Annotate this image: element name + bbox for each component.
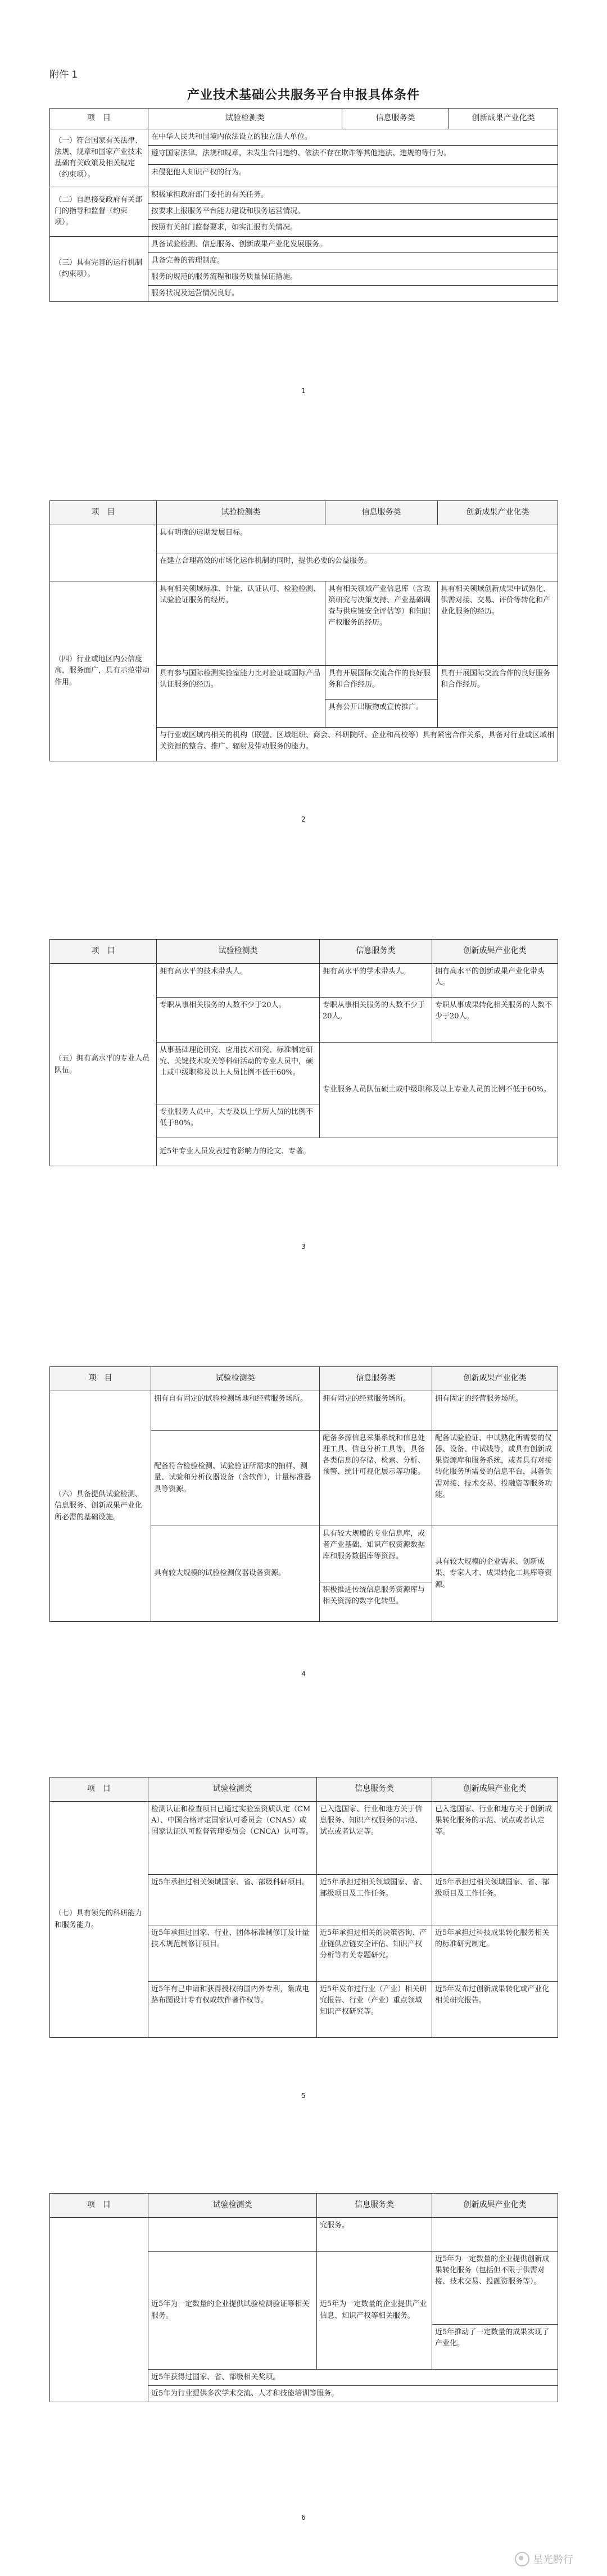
testing-cell <box>148 2218 317 2252</box>
info-cell: 已入选国家、行业和地方关于信息服务、知识产权服务的示范、试点或者认定等。 <box>317 1802 432 1875</box>
testing-cell: 具有较大规模的试验检测仪器设备资源。 <box>151 1526 320 1622</box>
page-number: 4 <box>301 1670 306 1678</box>
header-project: 项 目 <box>50 109 148 129</box>
requirement-cell: 遵守国家法律、法规和规章，未发生合同违约、依法不存在欺诈等其他违法、违规的等行为。 <box>148 146 558 165</box>
requirement-cell: 积极承担政府部门委托的有关任务。 <box>148 187 558 204</box>
page-number: 2 <box>301 815 306 823</box>
testing-cell: 专职从事相关服务的人数不少于20人。 <box>157 998 320 1043</box>
testing-cell: 配备符合检验检测、试验验证所需求的抽样、测量、试验和分析仪器设备（含软件），计量标准器具等资源。 <box>151 1431 320 1526</box>
section-title-3: （三）具有完善的运行机制（约束项）。 <box>50 236 148 302</box>
testing-cell: 近5年有已申请和获得授权的国内外专利，集成电路布图设计专有权或软件著作权等。 <box>148 1982 317 2038</box>
conditions-table-page-6 <box>49 2193 558 2402</box>
header-testing: 试验检测类 <box>157 501 325 525</box>
header-info: 信息服务类 <box>320 940 432 964</box>
wechat-logo-icon <box>515 2552 529 2566</box>
section-title-1: （一）符合国家有关法律、法规、规章和国家产业技术基础有关政策及相关规定（约束项）。 <box>50 129 148 187</box>
conditions-table-page-3 <box>49 939 558 1166</box>
info-cell: 具有公开出版物或宣传推广。 <box>325 700 438 728</box>
requirement-cell: 具备完善的管理制度。 <box>148 252 558 269</box>
header-project: 项 目 <box>50 940 157 964</box>
info-cell: 近5年为一定数量的企业提供产业信息、知识产权等相关服务。 <box>317 2252 432 2370</box>
testing-cell: 具有相关领域标准、计量、认证认可、检验检测、试验验证服务的经历。 <box>157 581 325 666</box>
header-innovation: 创新成果产业化类 <box>432 1367 558 1391</box>
merged-requirement-cell: 专业服务人员队伍硕士或中级职称及以上专业人员的比例不低于60%。 <box>320 1043 558 1138</box>
innovation-cell: 专职从事成果转化相关服务的人数不少于20人。 <box>432 998 558 1043</box>
watermark <box>515 2552 573 2566</box>
attachment-label: 附件 1 <box>49 69 78 80</box>
section-title-4: （四）行业或地区内公信度高，服务面广，具有示范带动作用。 <box>50 581 157 761</box>
header-info: 信息服务类 <box>320 1367 432 1391</box>
innovation-cell: 具有较大规模的企业需求、创新成果、专家人才、成果转化工具库等资源。 <box>432 1526 558 1622</box>
document-title: 产业技术基础公共服务平台申报具体条件 <box>187 88 420 102</box>
page-number: 6 <box>301 2514 306 2521</box>
testing-cell: 近5年承担过国家、行业、团体标准制修订及计量技术规范制修订项目。 <box>148 1925 317 1982</box>
info-cell: 近5年承担过相关的决策咨询、产业链供应链安全评估、知识产权分析等有关专题研究。 <box>317 1925 432 1982</box>
header-info: 信息服务类 <box>325 501 438 525</box>
header-project: 项 目 <box>50 1778 148 1802</box>
page-number: 5 <box>301 2092 306 2100</box>
section-title-continued <box>50 2218 148 2402</box>
testing-cell: 近5年为一定数量的企业提供试验检测验证等相关服务。 <box>148 2252 317 2370</box>
section-title-7: （七）具有领先的科研能力和服务能力。 <box>50 1802 148 2038</box>
section-title-6: （六）具备提供试验检测、信息服务、创新成果产业化所必需的基础设施。 <box>50 1391 151 1622</box>
header-info: 信息服务类 <box>317 2194 432 2218</box>
innovation-cell: 具有开展国际交流合作的良好服务和合作经历。 <box>438 666 558 728</box>
header-testing: 试验检测类 <box>148 2194 317 2218</box>
requirement-cell: 在建立合理高效的市场化运作机制的同时，提供必要的公益服务。 <box>157 553 558 581</box>
header-innovation: 创新成果产业化类 <box>432 2194 558 2218</box>
requirement-cell: 近5年获得过国家、省、部级相关奖项。 <box>148 2370 558 2386</box>
innovation-cell: 配备试验验证、中试熟化所需要的仪器、设备、中试线等，或具有创新成果资源库和服务系统，或者具有对接转化服务所需要的信息平台，具备供需对接、技术交易、投融资等服务功能。 <box>432 1431 558 1526</box>
conditions-table-page-5 <box>49 1777 558 2038</box>
conditions-table-page-2 <box>49 500 558 761</box>
header-testing: 试验检测类 <box>151 1367 320 1391</box>
innovation-cell: 近5年承担过科技成果转化服务相关的标准研究制定。 <box>432 1925 558 1982</box>
header-info: 信息服务类 <box>317 1778 432 1802</box>
page-number: 1 <box>301 387 306 395</box>
requirement-cell: 与行业或区域内相关的机构（联盟、区域组织、商会、科研院所、企业和高校等）具有紧密合作关系，具备对行业或区域相关资源的整合、推广、辐射及带动服务的能力。 <box>157 728 558 761</box>
header-project: 项 目 <box>50 1367 151 1391</box>
header-project: 项 目 <box>50 501 157 525</box>
testing-cell: 具有参与国际检测实验室能力比对验证或国际产品认证服务的经历。 <box>157 666 325 728</box>
innovation-cell: 具有相关领域创新成果中试熟化、供需对接、交易、评价等转化和产业化服务的经历。 <box>438 581 558 666</box>
section-title-2: （二）自愿接受政府有关部门的指导和监督（约束项）。 <box>50 187 148 236</box>
innovation-cell: 近5年为一定数量的企业提供创新成果转化服务（包括但不限于供需对接、技术交易、投融资服务等）。 <box>432 2252 558 2325</box>
requirement-cell: 按要求上报服务平台能力建设和服务运营情况。 <box>148 204 558 220</box>
testing-cell: 拥有高水平的技术带头人。 <box>157 964 320 998</box>
testing-cell: 检测认证和检查项目已通过实验室资质认定（CMA）、中国合格评定国家认可委员会（CNAS）或国家认证认可监督管理委员会（CNCA）认可等。 <box>148 1802 317 1875</box>
header-info: 信息服务类 <box>342 109 449 129</box>
info-cell: 拥有高水平的学术带头人。 <box>320 964 432 998</box>
header-testing: 试验检测类 <box>148 1778 317 1802</box>
innovation-cell: 近5年承担过相关领域国家、省、部级项目及工作任务。 <box>432 1875 558 1925</box>
info-cell: 近5年发布过行业（产业）相关研究报告、行业（产业）重点领域知识产权研究等。 <box>317 1982 432 2038</box>
testing-cell: 拥有自有固定的试验检测场地和经营服务场所。 <box>151 1391 320 1431</box>
header-innovation: 创新成果产业化类 <box>432 1778 558 1802</box>
info-cell: 专职从事相关服务的人数不少于20人。 <box>320 998 432 1043</box>
requirement-cell: 服务状况及运营情况良好。 <box>148 285 558 301</box>
watermark-text: 星光黔行 <box>533 2554 573 2566</box>
innovation-cell: 拥有固定的经营服务场所。 <box>432 1391 558 1431</box>
section-title-5: （五）拥有高水平的专业人员队伍。 <box>50 964 157 1166</box>
testing-cell: 近5年承担过相关领域国家、省、部级科研项目。 <box>148 1875 317 1925</box>
header-project: 项 目 <box>50 2194 148 2218</box>
info-cell: 具有相关领域产业信息库（含政策研究与决策支持、产业基础调查与供应链安全评估等）和知识产权服务的经历。 <box>325 581 438 666</box>
conditions-table-page-1 <box>49 108 558 302</box>
innovation-cell: 拥有高水平的创新成果产业化带头人。 <box>432 964 558 998</box>
header-testing: 试验检测类 <box>148 109 342 129</box>
innovation-cell: 近5年推动了一定数量的成果实现了产业化。 <box>432 2325 558 2370</box>
page-number: 3 <box>301 1243 306 1251</box>
requirement-cell: 具备试验检测、信息服务、创新成果产业化发展服务。 <box>148 236 558 252</box>
testing-cell: 从事基础理论研究、应用技术研究、标准制定研究、关键技术攻关等科研活动的专业人员中，硕士或中级职称及以上人员比例不低于60%。 <box>157 1043 320 1104</box>
conditions-table-page-4 <box>49 1366 558 1622</box>
requirement-cell: 在中华人民共和国境内依法设立的独立法人单位。 <box>148 129 558 146</box>
header-innovation: 创新成果产业化类 <box>449 109 558 129</box>
info-cell: 究服务。 <box>317 2218 432 2252</box>
info-cell: 拥有固定的经营服务场所。 <box>320 1391 432 1431</box>
innovation-cell: 近5年发布过创新成果转化或产业化相关研究报告。 <box>432 1982 558 2038</box>
requirement-cell: 具有明确的远期发展目标。 <box>157 525 558 553</box>
info-cell: 具有较大规模的专业信息库，或者产业基础、知识产权资源数据库和服务数据库等资源。 <box>320 1526 432 1582</box>
requirement-cell: 服务的规范的服务流程和服务质量保证措施。 <box>148 269 558 285</box>
header-innovation: 创新成果产业化类 <box>438 501 558 525</box>
info-cell: 具有开展国际交流合作的良好服务和合作经历。 <box>325 666 438 700</box>
info-cell: 近5年承担过相关领域国家、省、部级项目及工作任务。 <box>317 1875 432 1925</box>
info-cell: 积极推进传统信息服务资源库与相关资源的数字化转型。 <box>320 1582 432 1622</box>
requirement-cell: 按照有关部门监督要求，如实汇报有关情况。 <box>148 220 558 236</box>
section-title-continued <box>50 525 157 581</box>
innovation-cell <box>432 2218 558 2252</box>
requirement-cell: 近5年专业人员发表过有影响力的论文、专著。 <box>157 1138 558 1166</box>
header-testing: 试验检测类 <box>157 940 320 964</box>
testing-cell: 专业服务人员中，大专及以上学历人员的比例不低于80%。 <box>157 1104 320 1138</box>
requirement-cell: 未侵犯他人知识产权的行为。 <box>148 165 558 187</box>
info-cell: 配备多源信息采集系统和信息处理工具、信息分析工具等，具备各类信息的存储、检索、分析、预警、统计可视化展示等功能。 <box>320 1431 432 1526</box>
innovation-cell: 已入选国家、行业和地方关于创新成果转化服务的示范、试点或者认定等。 <box>432 1802 558 1875</box>
requirement-cell: 近5年为行业提供多次学术交流、人才和技能培训等服务。 <box>148 2386 558 2402</box>
header-innovation: 创新成果产业化类 <box>432 940 558 964</box>
